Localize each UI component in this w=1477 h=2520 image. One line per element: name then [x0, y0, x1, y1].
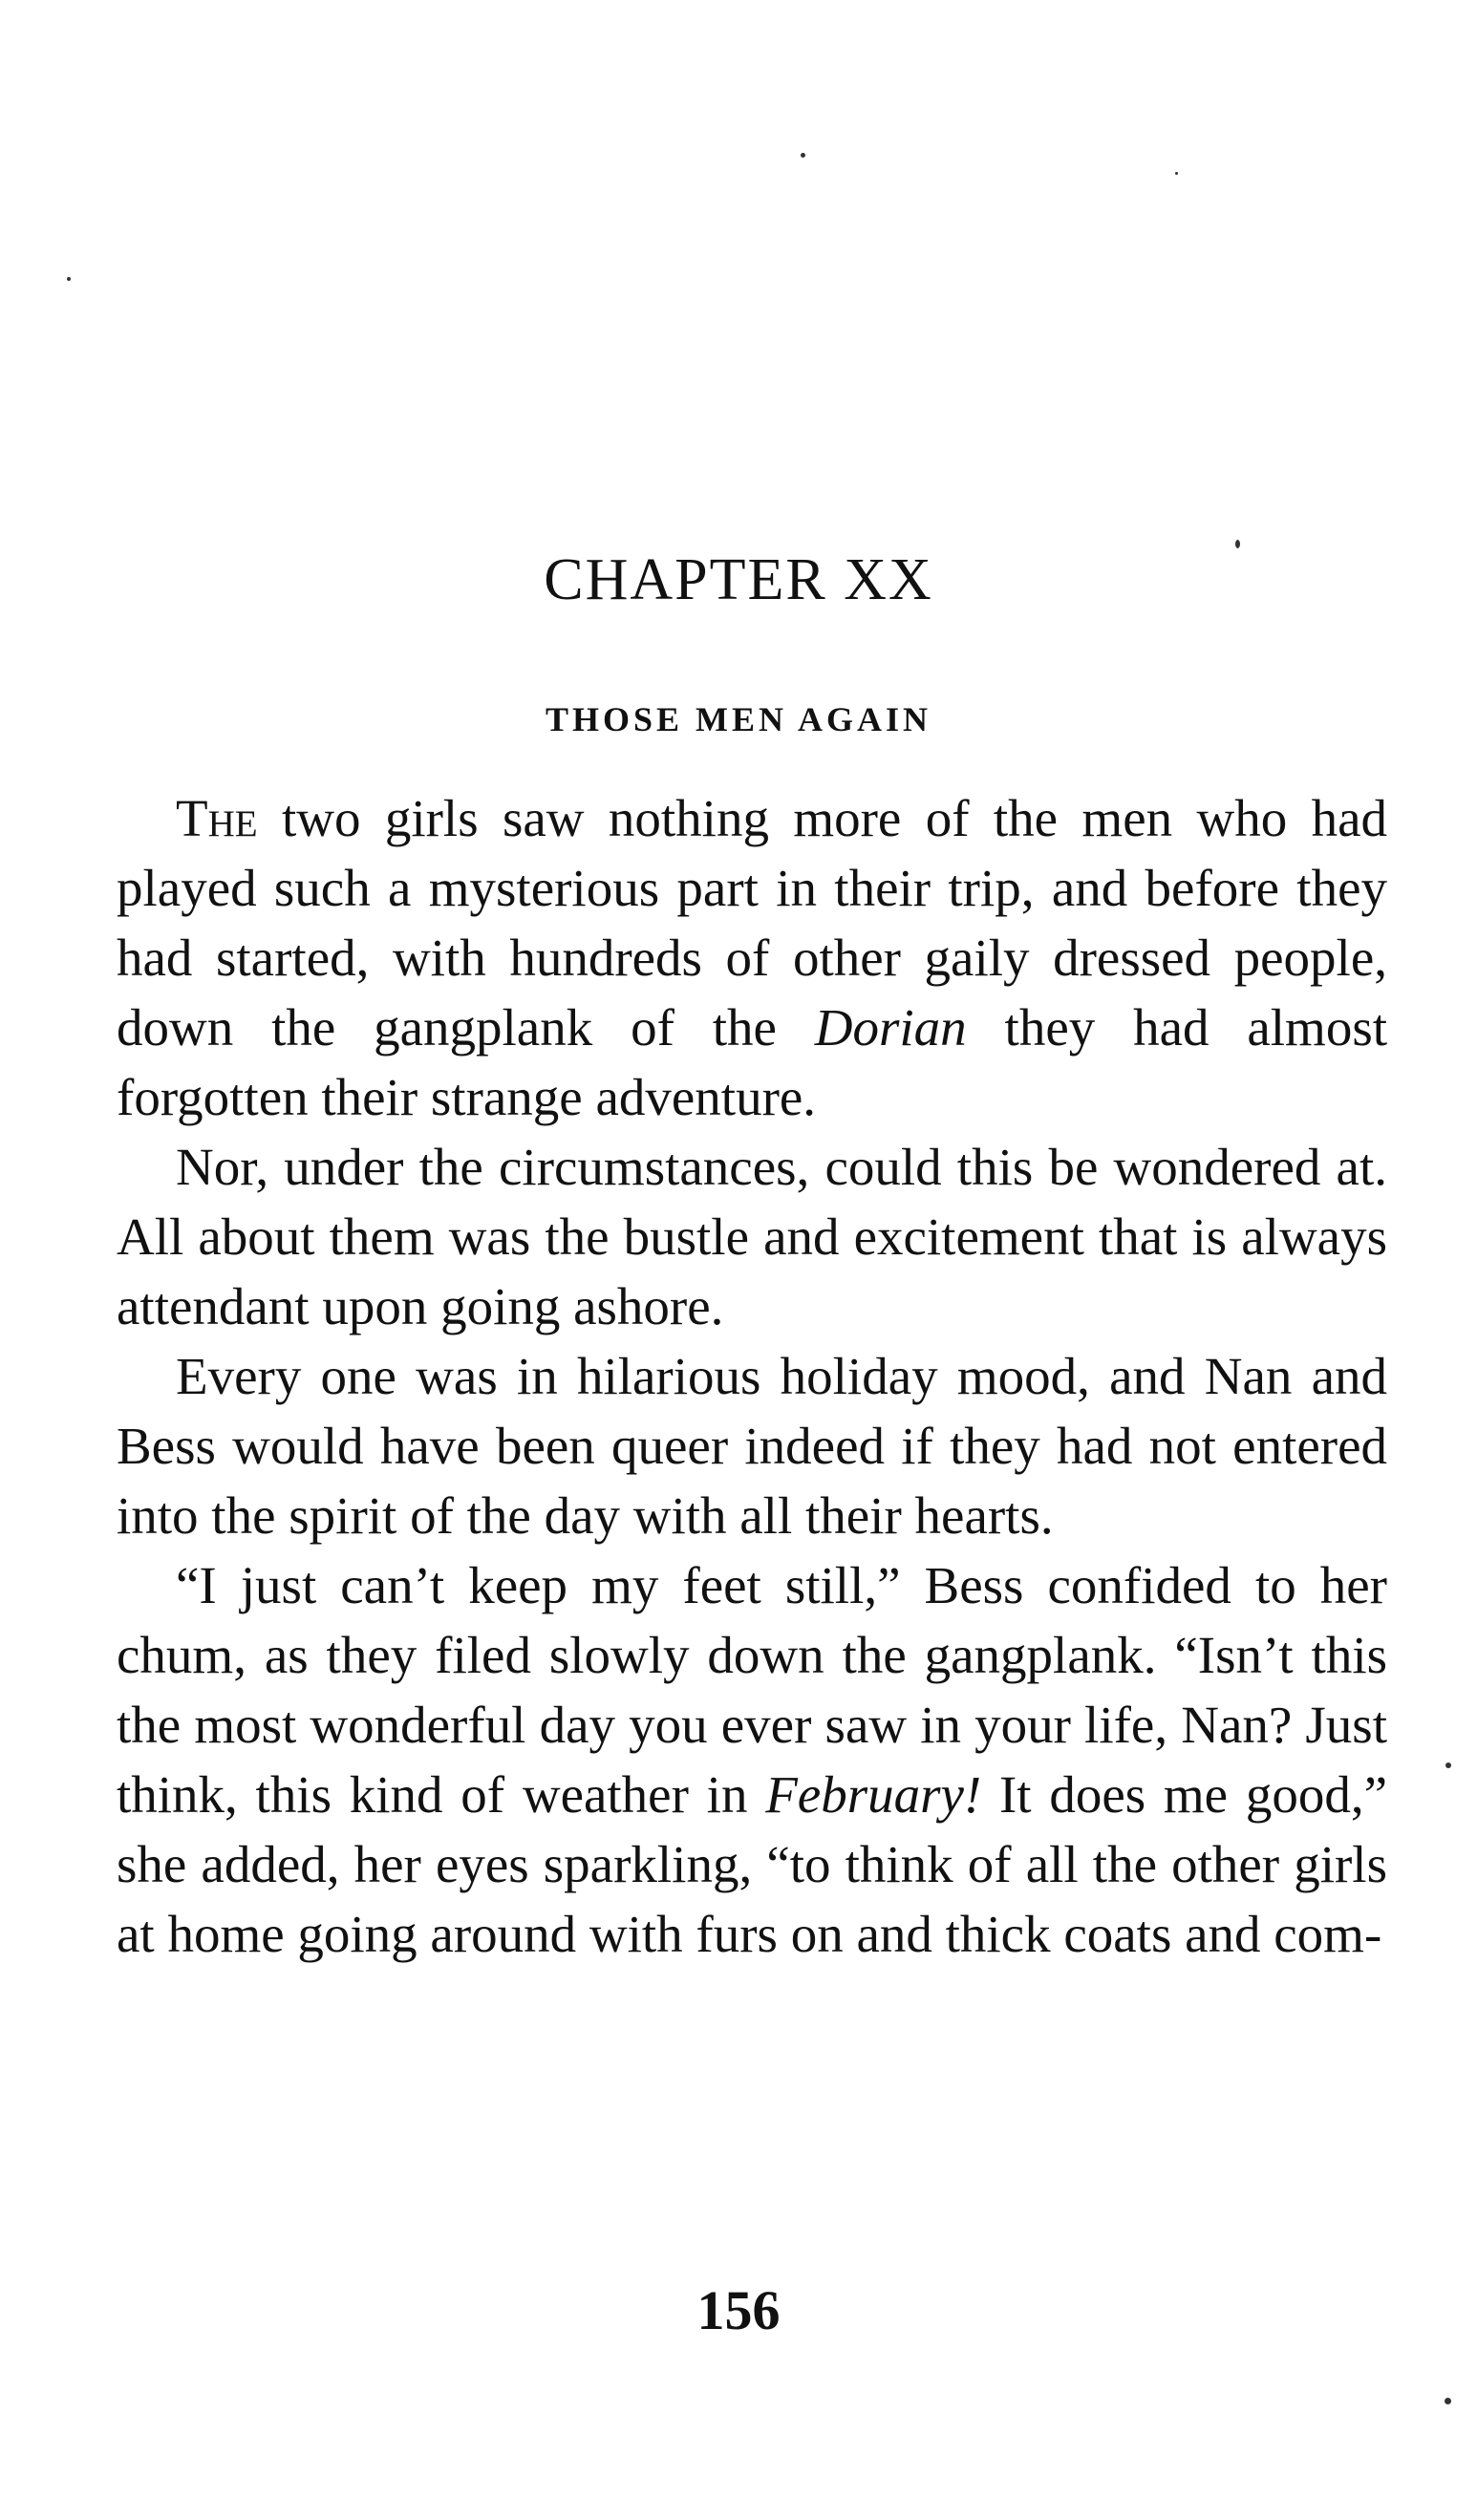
- paper-speck: [801, 153, 805, 158]
- paragraph-text: they had almost forgotten their strange adventure.: [117, 998, 1387, 1126]
- paper-speck: [1445, 2398, 1451, 2404]
- paragraph-text: “I just can’t keep my feet still,” Bess confided to her chum, as they filed slowly down the gangplank. “Isn’t this the most wonderful day you ever saw in your life, Nan? Just think, this kind of weather in: [117, 1556, 1387, 1824]
- paragraph: [117, 1341, 1387, 1550]
- page-number: 156: [696, 2279, 781, 2341]
- paragraph: [117, 1550, 1387, 1969]
- body-text: [117, 783, 1387, 1969]
- paper-speck: [67, 277, 71, 281]
- paper-speck: [1445, 1762, 1451, 1768]
- paragraph-text: Nor, under the circumstances, could this be wondered at. All about them was the bustle and excitement that is always attendant upon going ashore.: [117, 1138, 1387, 1335]
- paragraph: [117, 783, 1387, 1132]
- paragraph-text: two girls saw nothing more of the men who had played such a mysterious part in their trip, and before they had started, with hundreds of other gaily dressed people, down the gangplank of the: [117, 789, 1387, 1057]
- paragraph-text: Every one was in hilarious holiday mood, and Nan and Bess would have been queer indeed if they had not entered into the spirit of the day with all their hearts.: [117, 1347, 1387, 1545]
- paper-speck: [1175, 172, 1178, 175]
- paragraph-text: It does me good,” she added, her eyes sparkling, “to think of all the other girls at home going around with furs on and thick coats and com-: [117, 1765, 1387, 1963]
- ship-name: Dorian: [814, 998, 967, 1057]
- chapter-title: CHAPTER XX: [544, 546, 933, 612]
- month-name: February!: [765, 1765, 982, 1824]
- chapter-subtitle: THOSE MEN AGAIN: [545, 699, 932, 738]
- paragraph: [117, 1132, 1387, 1341]
- paragraph-lead-word: The: [176, 789, 258, 847]
